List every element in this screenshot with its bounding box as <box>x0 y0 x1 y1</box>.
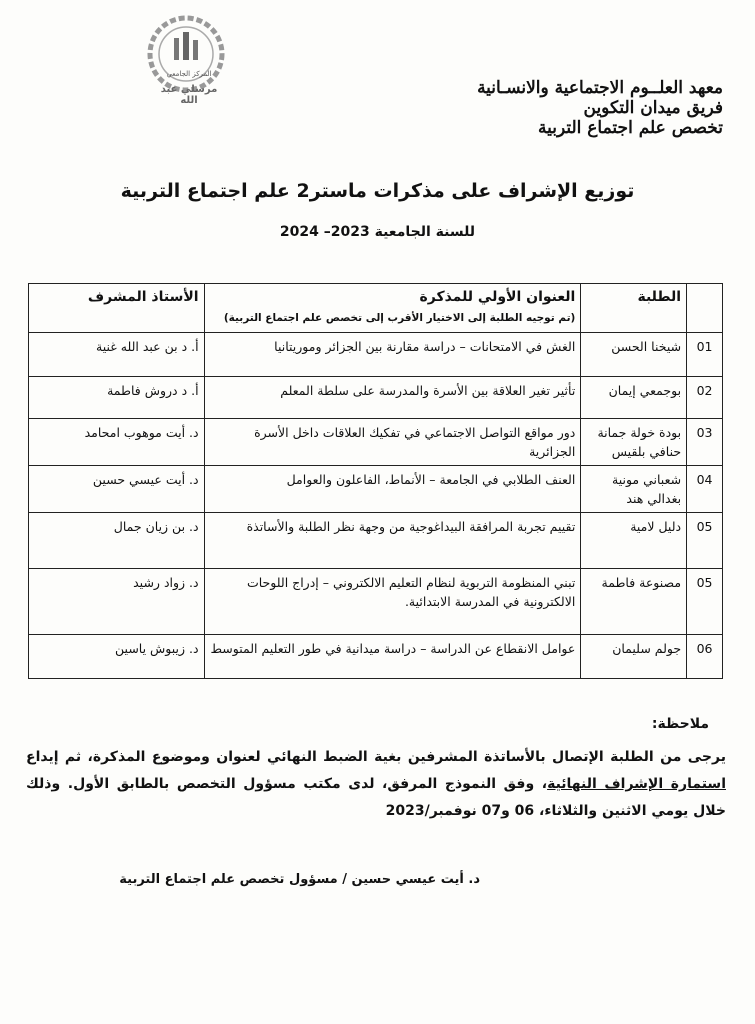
header-topic-label: العنوان الأولي للمذكرة <box>419 289 576 305</box>
row-number: 06 <box>687 635 723 679</box>
table-header-row <box>29 284 723 333</box>
row-topic: تبني المنظومة التربوية لنظام التعليم الالكتروني – إدراج اللوحات الالكترونية في المدرسة الابتدائية. <box>204 569 581 635</box>
note-body <box>26 744 726 825</box>
row-number: 05 <box>687 513 723 569</box>
row-number: 01 <box>687 333 723 377</box>
row-students: مصنوعة فاطمة <box>581 569 687 635</box>
institute-header <box>403 78 723 138</box>
row-students: دليل لامية <box>581 513 687 569</box>
row-number: 04 <box>687 466 723 513</box>
table-row <box>29 377 723 419</box>
header-supervisor: الأستاذ المشرف <box>29 284 205 333</box>
row-topic: العنف الطلابي في الجامعة – الأنماط، الفاعلون والعوامل <box>204 466 581 513</box>
header-specialty: تخصص علم اجتماع التربية <box>537 118 723 138</box>
table-row <box>29 569 723 635</box>
row-supervisor: د. أيت عيسي حسين <box>29 466 205 513</box>
row-number: 05 <box>687 569 723 635</box>
header-institute: معهد العلــوم الاجتماعية والانسـانية <box>477 78 723 98</box>
row-students: بودة خولة جمانة حنافي بلقيس <box>581 419 687 466</box>
row-topic: تأثير تغير العلاقة بين الأسرة والمدرسة على سلطة المعلم <box>204 377 581 419</box>
academic-year: للسنة الجامعية 2023– 2024 <box>279 224 476 240</box>
table-row <box>29 419 723 466</box>
row-number: 03 <box>687 419 723 466</box>
logo-institution-name: المركز الجامعي <box>166 70 212 78</box>
row-supervisor: أ. د دروش فاطمة <box>29 377 205 419</box>
note-text-part2: ، وفق النموذج المرفق، لدى مكتب مسؤول التخصص بالطابق الأول. وذلك خلال يومي الاثنين والثلاثاء، 06 و07 نوفمبر/2023 <box>26 776 726 819</box>
row-topic: الغش في الامتحانات – دراسة مقارنة بين الجزائر وموريتانيا <box>204 333 581 377</box>
table-row <box>29 333 723 377</box>
signature-line: د. أيت عيسي حسين / مسؤول تخصص علم اجتماع التربية <box>119 872 480 887</box>
row-topic: عوامل الانقطاع عن الدراسة – دراسة ميدانية في طور التعليم المتوسط <box>204 635 581 679</box>
row-topic: تقييم تجربة المرافقة البيداغوجية من وجهة نظر الطلبة والأساتذة <box>204 513 581 569</box>
table-row <box>29 513 723 569</box>
row-number: 02 <box>687 377 723 419</box>
supervision-table <box>28 283 723 679</box>
header-team: فريق ميدان التكوين <box>583 98 723 118</box>
header-number <box>687 284 723 333</box>
university-logo <box>138 14 234 106</box>
note-text-part1: يرجى من الطلبة الإتصال بالأساتذة المشرفين بغية الضبط النهائي لعنوان وموضوع المذكرة، ثم إيداع <box>26 749 726 765</box>
row-students: بوجمعي إيمان <box>581 377 687 419</box>
row-topic: دور مواقع التواصل الاجتماعي في تفكيك العلاقات داخل الأسرة الجزائرية <box>204 419 581 466</box>
row-supervisor: د. زيبوش ياسين <box>29 635 205 679</box>
row-supervisor: د. زواد رشيد <box>29 569 205 635</box>
note-label: ملاحظة: <box>651 716 709 732</box>
row-supervisor: د. أيت موهوب امحامد <box>29 419 205 466</box>
row-students: شيخنا الحسن <box>581 333 687 377</box>
table-row <box>29 635 723 679</box>
logo-city-name: مرسلي عبد الله <box>160 84 218 106</box>
note-underlined-form: استمارة الإشراف النهائية <box>547 776 726 792</box>
header-topic <box>204 284 581 333</box>
row-students: شعباني مونية بغدالي هند <box>581 466 687 513</box>
row-students: جولم سليمان <box>581 635 687 679</box>
header-topic-note: (تم توجيه الطلبة إلى الاختيار الأقرب إلى تخصص علم اجتماع التربية) <box>223 312 576 324</box>
row-supervisor: د. بن زيان جمال <box>29 513 205 569</box>
header-students: الطلبة <box>581 284 687 333</box>
table-row <box>29 466 723 513</box>
page-title: توزيع الإشراف على مذكرات ماستر2 علم اجتماع التربية <box>120 180 635 202</box>
row-supervisor: أ. د بن عبد الله غنية <box>29 333 205 377</box>
